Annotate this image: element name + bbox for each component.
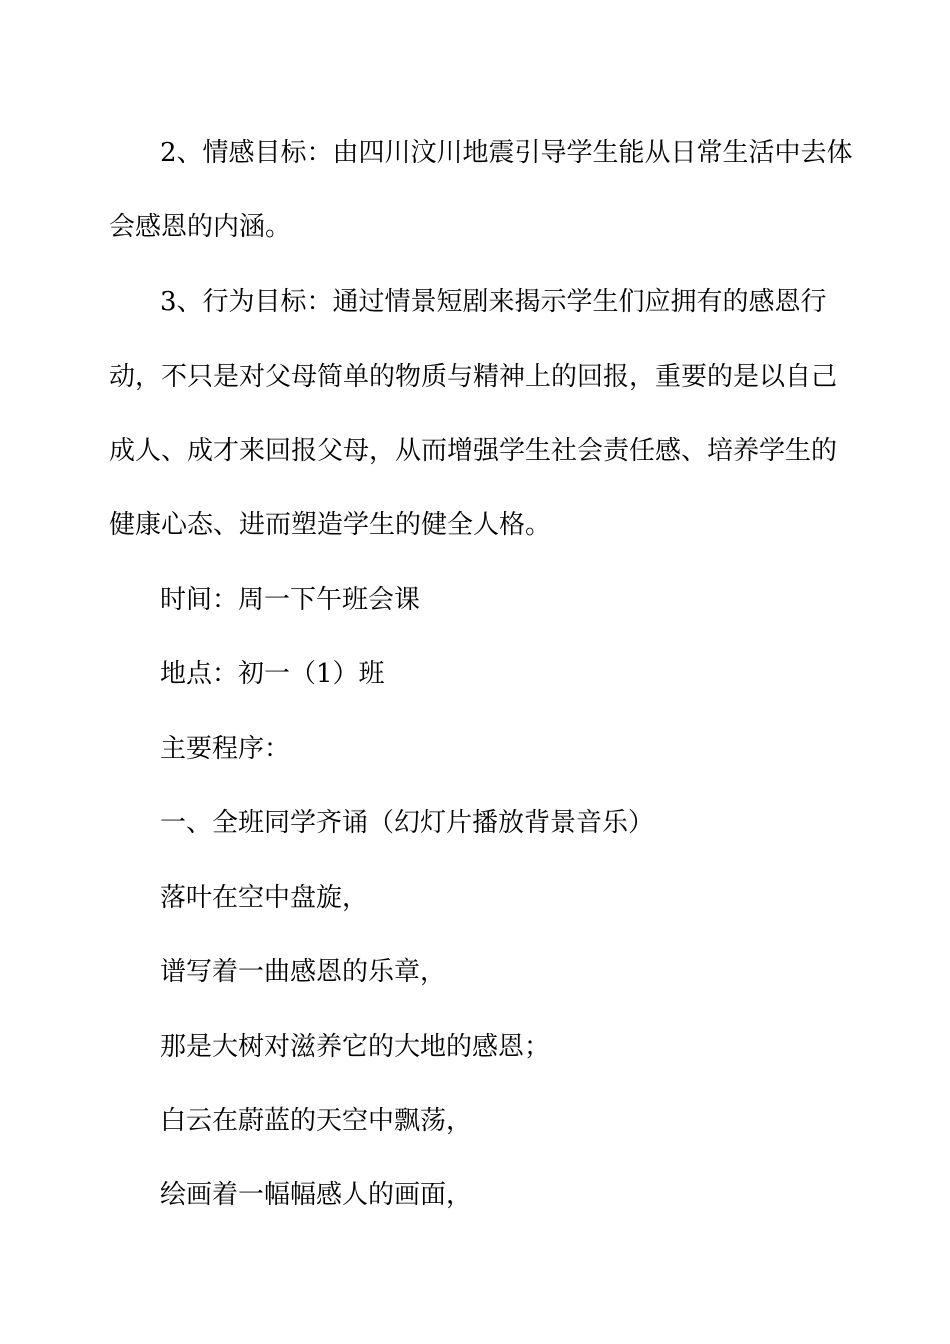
- time-line: 时间：周一下午班会课: [160, 585, 421, 615]
- goal-3-line-4: 健康心态、进而塑造学生的健全人格。: [109, 510, 552, 540]
- section-1-heading: 一、全班同学齐诵（幻灯片播放背景音乐）: [160, 808, 655, 838]
- goal-3-line-1: 3、行为目标：通过情景短剧来揭示学生们应拥有的感恩行: [160, 287, 827, 317]
- poem-line-3: 那是大树对滋养它的大地的感恩；: [160, 1032, 551, 1062]
- goal-3-line-2: 动，不只是对父母简单的物质与精神上的回报，重要的是以自己: [109, 362, 838, 392]
- poem-line-1: 落叶在空中盘旋，: [160, 883, 369, 913]
- goal-2-line-2: 会感恩的内涵。: [109, 212, 292, 242]
- location-line: 地点：初一（1）班: [160, 659, 385, 689]
- poem-line-4: 白云在蔚蓝的天空中飘荡，: [160, 1106, 473, 1136]
- goal-2-line-1: 2、情感目标：由四川汶川地震引导学生能从日常生活中去体: [160, 138, 853, 168]
- poem-line-5: 绘画着一幅幅感人的画面，: [160, 1180, 473, 1210]
- goal-3-line-3: 成人、成才来回报父母，从而增强学生社会责任感、培养学生的: [109, 436, 838, 466]
- procedure-heading: 主要程序：: [160, 734, 291, 764]
- poem-line-2: 谱写着一曲感恩的乐章，: [160, 957, 447, 987]
